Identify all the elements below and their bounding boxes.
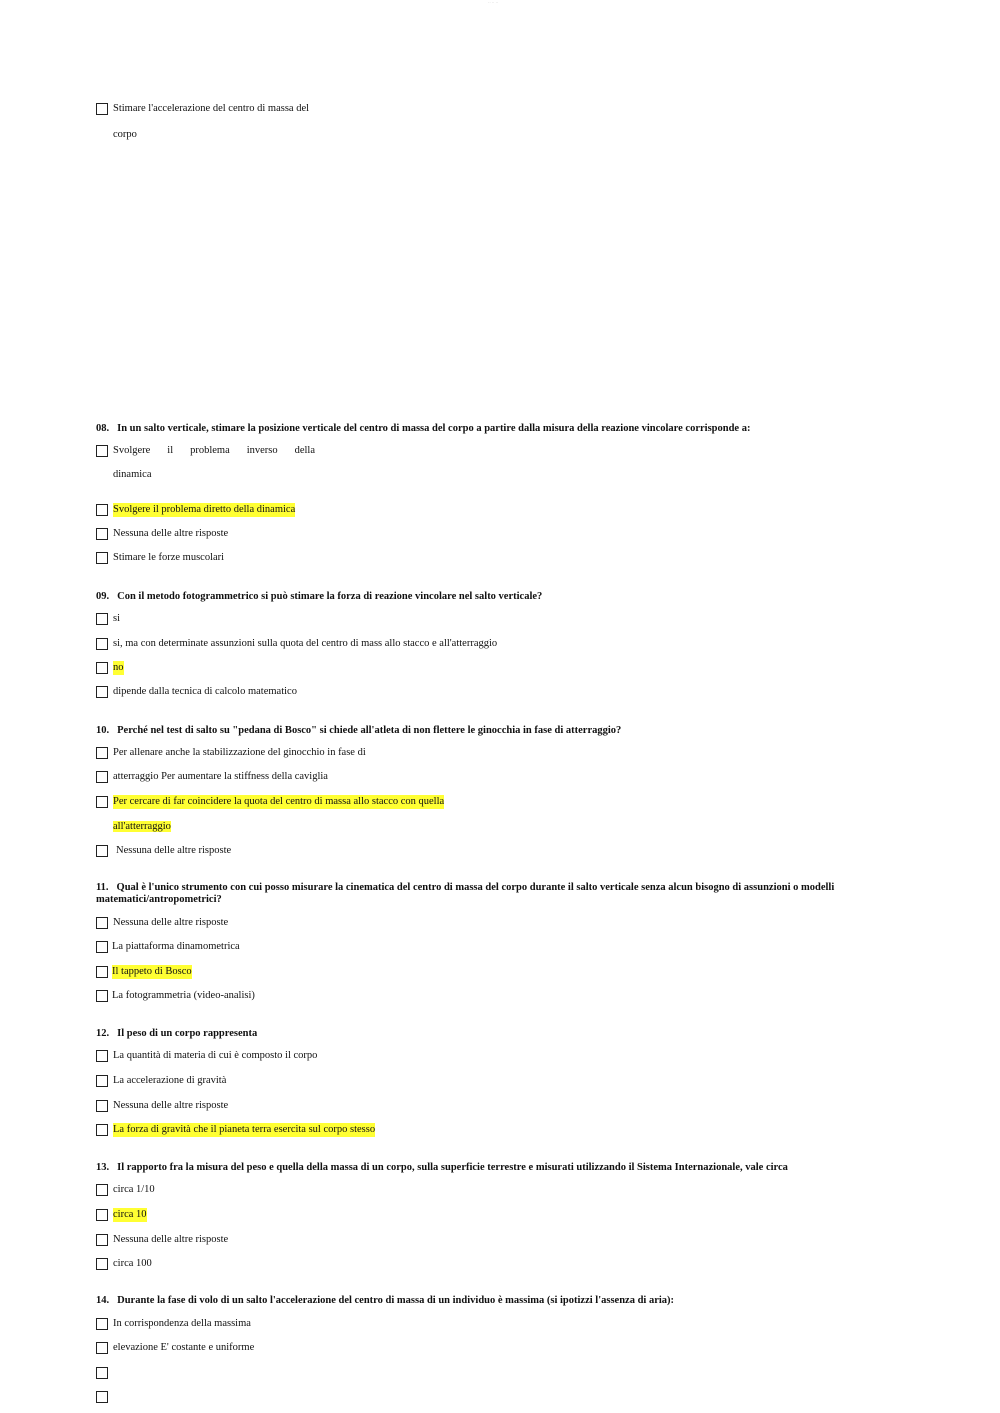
option-continuation: corpo [113,129,137,140]
checkbox[interactable] [96,613,108,625]
option-label-highlighted: La forza di gravità che il pianeta terra esercita sul corpo stesso [113,1124,376,1135]
question-number: 11. [96,882,109,893]
checkbox[interactable] [96,504,108,516]
option-label-highlighted: all'atterraggio [113,821,171,832]
checkbox[interactable] [96,917,108,929]
question-text: Il peso di un corpo rappresenta [117,1028,258,1039]
question-number: 14. [96,1295,110,1306]
question-14 [96,1295,896,1307]
option-label: Svolgere il problema inverso della [113,445,315,456]
option-label: Per allenare anche la stabilizzazione del ginocchio in fase di [113,747,366,758]
question-09 [96,591,896,603]
option-label: atterraggio Per aumentare la stiffness della caviglia [113,771,328,782]
question-13 [96,1162,896,1174]
option-label: La accelerazione di gravità [113,1075,227,1086]
question-number: 10. [96,725,110,736]
question-number: 08. [96,423,110,434]
checkbox[interactable] [96,771,108,783]
checkbox[interactable] [96,1209,108,1221]
question-text: Perché nel test di salto su "pedana di Bosco" si chiede all'atleta di non flettere le ginocchia in fase di atterraggio? [117,725,622,736]
option-label: Nessuna delle altre risposte [113,1100,229,1111]
checkbox[interactable] [96,941,108,953]
checkbox[interactable] [96,1050,108,1062]
option-label: si, ma con determinate assunzioni sulla quota del centro di mass allo stacco e all'atterraggio [113,638,498,649]
question-10 [96,725,896,737]
checkbox[interactable] [96,747,108,759]
checkbox[interactable] [96,552,108,564]
question-number: 12. [96,1028,110,1039]
checkbox[interactable] [96,845,108,857]
question-12 [96,1028,896,1040]
option-continuation: dinamica [113,469,152,480]
option-label: Nessuna delle altre risposte [113,528,229,539]
checkbox[interactable] [96,1100,108,1112]
checkbox[interactable] [96,103,108,115]
checkbox[interactable] [96,1124,108,1136]
question-08 [96,423,896,435]
question-text: Qual è l'unico strumento con cui posso misurare la cinematica del centro di massa del corpo durante il salto verticale senza alcun bisogno di assunzioni o modelli matematici/antropometrici? [96,882,835,905]
question-number: 09. [96,591,110,602]
option-label: si [113,613,121,624]
checkbox[interactable] [96,528,108,540]
option-label: elevazione E' costante e uniforme [113,1342,255,1353]
question-number: 13. [96,1162,110,1173]
checkbox[interactable] [96,1234,108,1246]
checkbox[interactable] [96,796,108,808]
checkbox[interactable] [96,662,108,674]
checkbox[interactable] [96,966,108,978]
option-label: Nessuna delle altre risposte [113,1234,229,1245]
checkbox[interactable] [96,1318,108,1330]
option-label: La piattaforma dinamometrica [112,941,240,952]
checkbox[interactable] [96,638,108,650]
option-label-highlighted: circa 10 [113,1209,147,1220]
question-text: In un salto verticale, stimare la posizione verticale del centro di massa del corpo a partire dalla misura della reazione vincolare corrisponde a: [117,423,751,434]
option-label: La quantità di materia di cui è composto il corpo [113,1050,318,1061]
checkbox[interactable] [96,990,108,1002]
option-label: circa 100 [113,1258,152,1269]
option-label: Nessuna delle altre risposte [116,845,232,856]
checkbox[interactable] [96,1075,108,1087]
checkbox[interactable] [96,1367,108,1379]
question-text: Il rapporto fra la misura del peso e quella della massa di un corpo, sulla superficie terrestre e misurati utilizzando il Sistema Internazionale, vale circa [117,1162,788,1173]
checkbox[interactable] [96,1342,108,1354]
checkbox[interactable] [96,1391,108,1403]
option-continuation [113,820,171,834]
option-label: Stimare l'accelerazione del centro di massa del [113,103,310,114]
page-header-mark: ·· ·· ·· [488,0,499,5]
option-label-highlighted: no [113,662,124,673]
checkbox[interactable] [96,1184,108,1196]
option-label: circa 1/10 [113,1184,155,1195]
option-label: Stimare le forze muscolari [113,552,225,563]
option-label: La fotogrammetria (video-analisi) [112,990,255,1001]
checkbox[interactable] [96,445,108,457]
checkbox[interactable] [96,1258,108,1270]
option-label-highlighted: Per cercare di far coincidere la quota del centro di massa allo stacco con quella [113,796,445,807]
option-label: Nessuna delle altre risposte [113,917,229,928]
option-label-highlighted: Il tappeto di Bosco [112,966,192,977]
question-text: Con il metodo fotogrammetrico si può stimare la forza di reazione vincolare nel salto verticale? [117,591,543,602]
option-label-highlighted: Svolgere il problema diretto della dinamica [113,504,296,515]
option-label: dipende dalla tecnica di calcolo matematico [113,686,297,697]
option-label: In corrispondenza della massima [113,1318,251,1329]
checkbox[interactable] [96,686,108,698]
question-text: Durante la fase di volo di un salto l'accelerazione del centro di massa di un individuo è massima (si ipotizzi l'assenza di aria): [117,1295,675,1306]
question-11 [96,882,876,906]
